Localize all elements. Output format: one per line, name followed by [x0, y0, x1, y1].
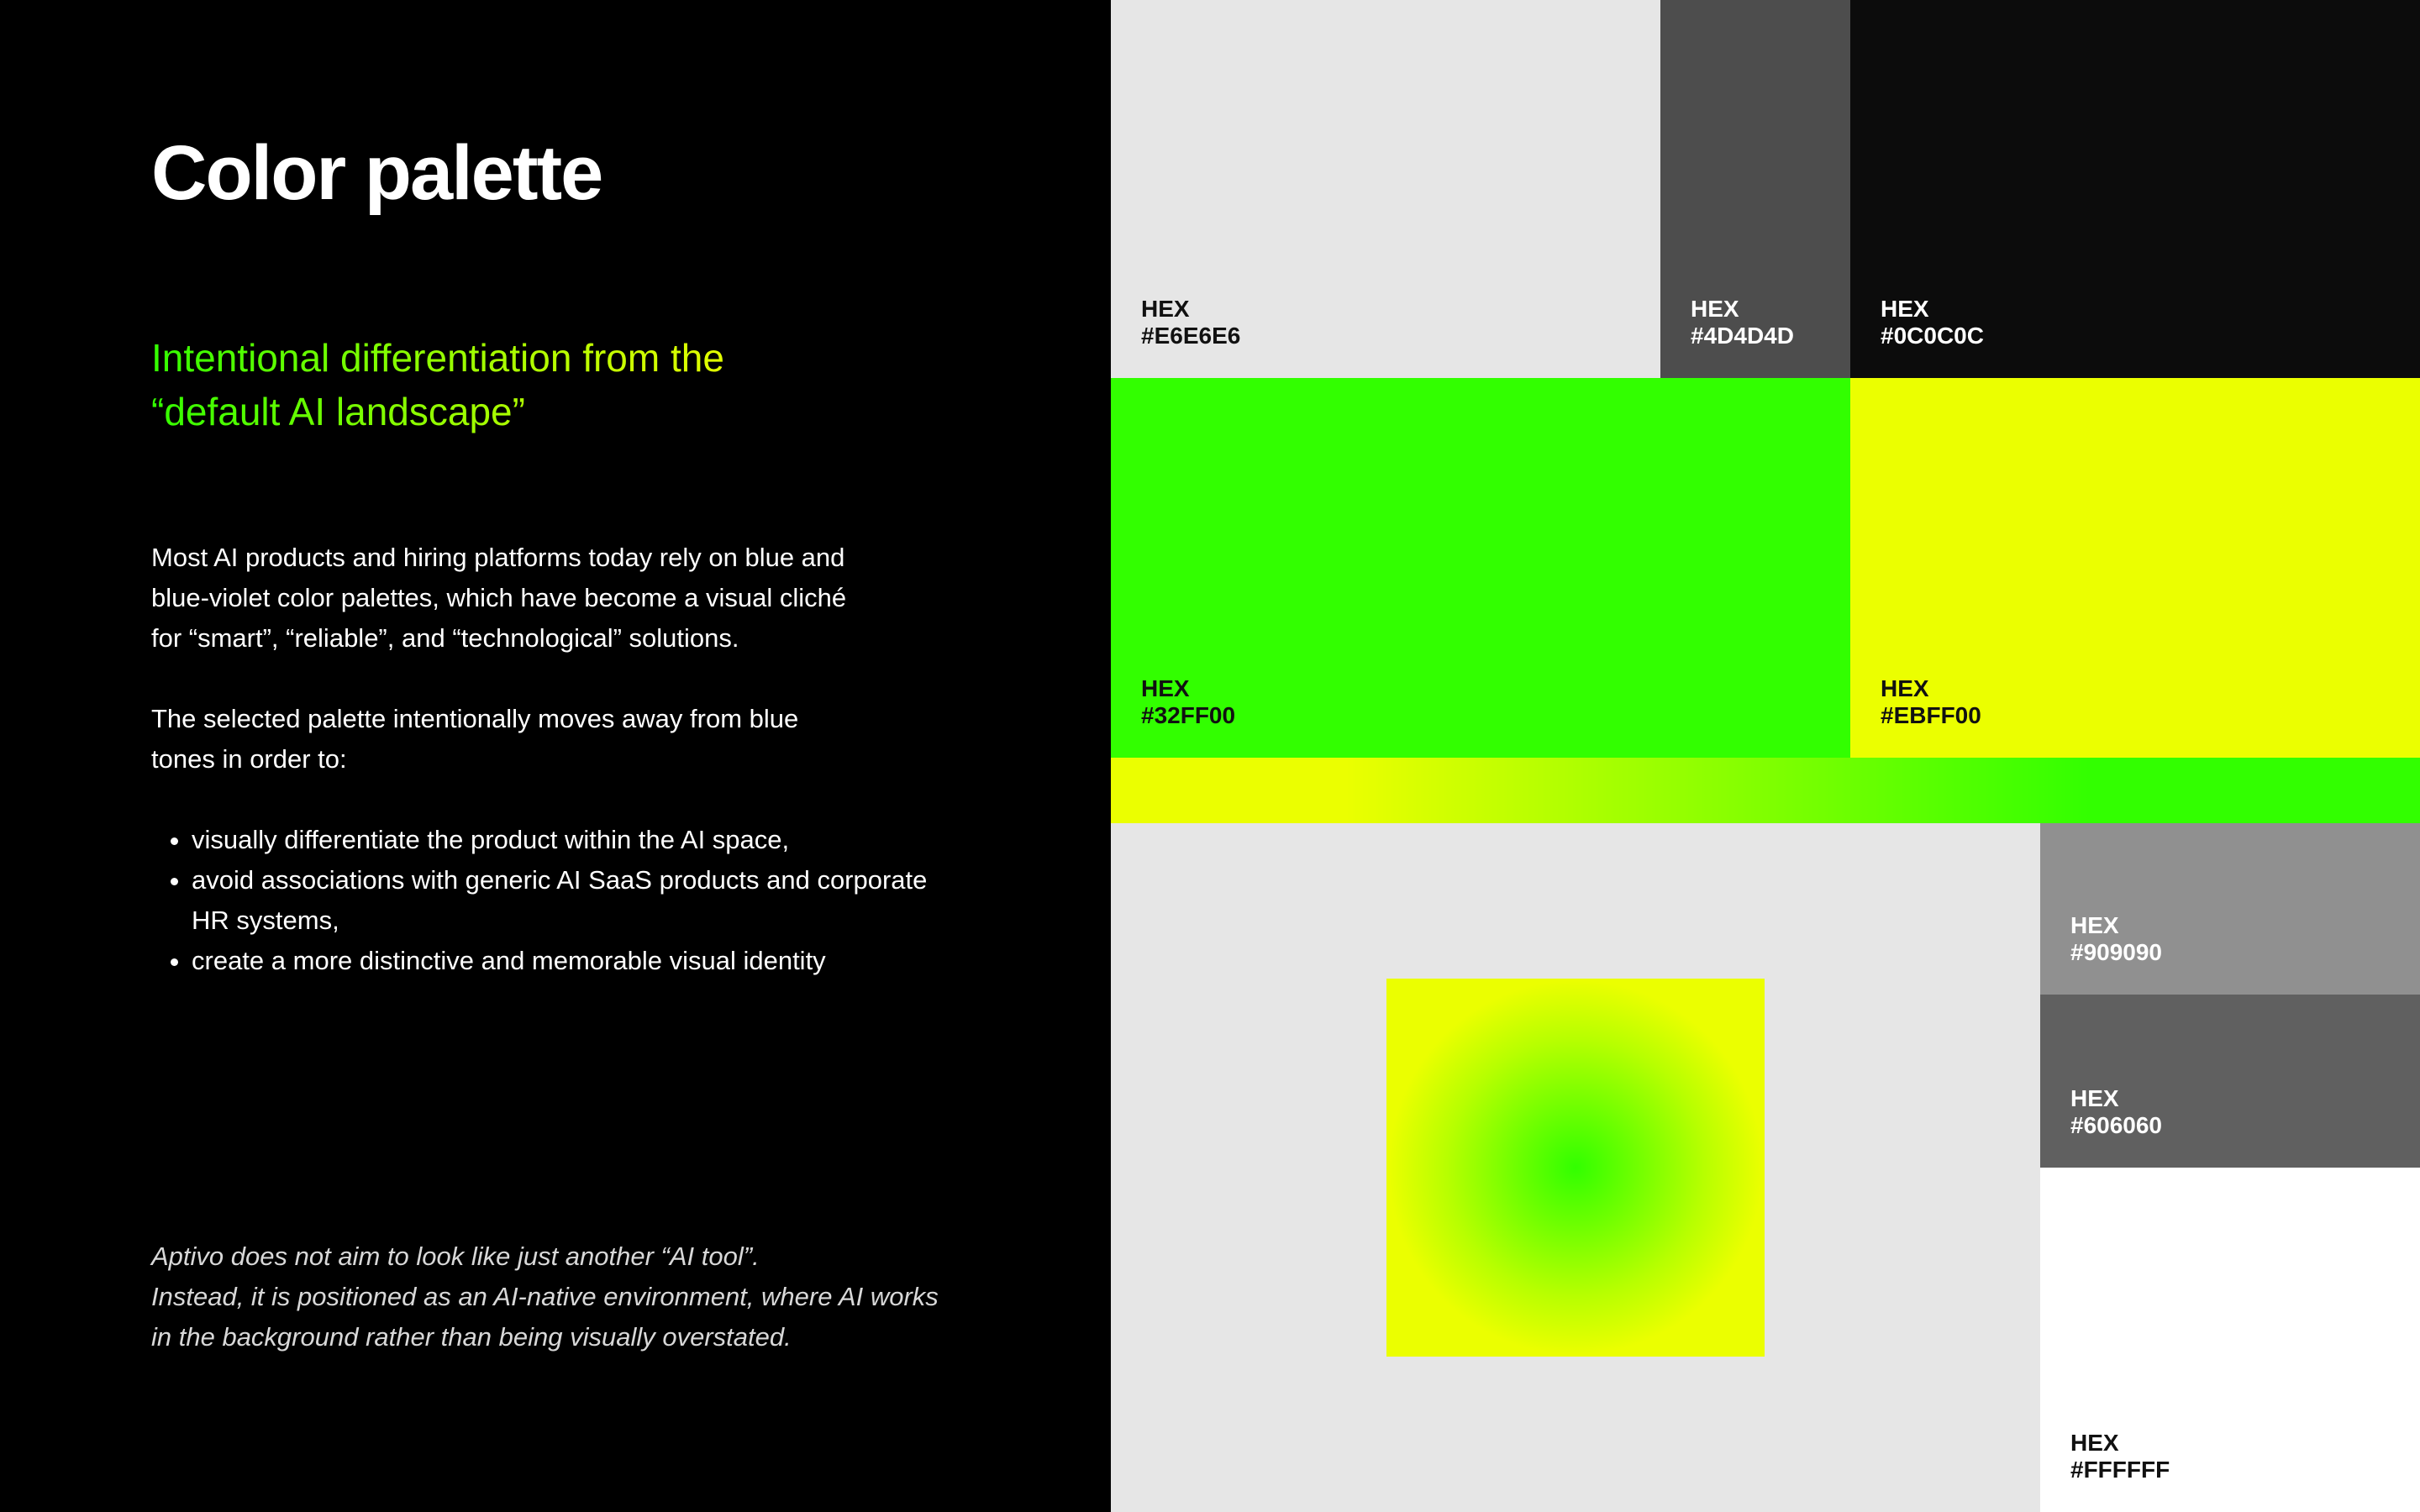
hex-caption: HEX	[2070, 1085, 2119, 1111]
subtitle-line: “default AI landscape”	[151, 390, 525, 433]
page-title: Color palette	[151, 130, 602, 216]
swatch-label	[1881, 675, 1981, 729]
hex-value: #606060	[2070, 1112, 2163, 1138]
description-panel	[0, 0, 1111, 1512]
swatch-graphite	[2040, 995, 2420, 1168]
swatch-yellow	[1850, 378, 2420, 758]
quote-line: in the background rather than being visually overstated.	[151, 1322, 792, 1352]
swatch-near-black	[1850, 0, 2420, 378]
paragraph-line: Most AI products and hiring platforms today rely on blue and	[151, 543, 845, 572]
swatch-dark-gray	[1660, 0, 1850, 378]
hex-value: #909090	[2070, 939, 2163, 965]
paragraph-line: blue-violet color palettes, which have become a visual cliché	[151, 583, 847, 612]
swatch-label	[1881, 296, 1984, 349]
quote-line: Instead, it is positioned as an AI-native environment, where AI works	[151, 1282, 939, 1311]
hex-value: #0C0C0C	[1881, 323, 1984, 349]
hex-caption: HEX	[1691, 296, 1739, 322]
list-item	[192, 941, 992, 981]
swatch-label	[1691, 296, 1794, 349]
hex-caption: HEX	[2070, 912, 2119, 938]
quote-line: Aptivo does not aim to look like just another “AI tool”.	[151, 1242, 760, 1271]
list-item-text: • avoid associations with generic AI SaaS products and corporate	[192, 865, 928, 895]
swatch-green	[1111, 378, 1850, 758]
swatch-label	[2070, 912, 2162, 966]
swatch-label	[1141, 675, 1235, 729]
hex-value: #E6E6E6	[1141, 323, 1241, 349]
radial-gradient-square	[1386, 979, 1765, 1357]
hex-value: #32FF00	[1141, 702, 1236, 728]
list-item	[192, 820, 992, 860]
hex-caption: HEX	[1141, 296, 1190, 322]
list-item	[192, 860, 992, 941]
swatch-label	[2070, 1085, 2162, 1139]
linear-gradient-bar	[1111, 758, 2420, 823]
hex-caption: HEX	[1141, 675, 1190, 701]
paragraph-intro	[151, 538, 992, 659]
list-item-text: • visually differentiate the product within the AI space,	[192, 825, 790, 854]
paragraph-line: The selected palette intentionally moves away from blue	[151, 704, 799, 733]
list-item-text: • create a more distinctive and memorable visual identity	[192, 946, 826, 975]
paragraph-purpose	[151, 699, 992, 780]
hex-value: #EBFF00	[1881, 702, 1981, 728]
swatch-mid-gray	[2040, 823, 2420, 995]
body-text	[151, 538, 992, 981]
swatch-label	[2070, 1430, 2170, 1483]
swatch-label	[1141, 296, 1240, 349]
paragraph-line: for “smart”, “reliable”, and “technological” solutions.	[151, 623, 739, 653]
hex-value: #FFFFFF	[2070, 1457, 2170, 1483]
positioning-statement	[151, 1236, 1076, 1357]
swatch-white	[2040, 1168, 2420, 1512]
hex-value: #4D4D4D	[1691, 323, 1794, 349]
gradient-subtitle	[151, 331, 908, 438]
hex-caption: HEX	[1881, 675, 1929, 701]
hex-caption: HEX	[2070, 1430, 2119, 1456]
goals-list	[151, 820, 992, 981]
hex-caption: HEX	[1881, 296, 1929, 322]
list-item-text: HR systems,	[192, 906, 339, 935]
paragraph-line: tones in order to:	[151, 744, 347, 774]
swatch-light-gray	[1111, 0, 1660, 378]
subtitle-line: Intentional differentiation from the	[151, 336, 724, 380]
